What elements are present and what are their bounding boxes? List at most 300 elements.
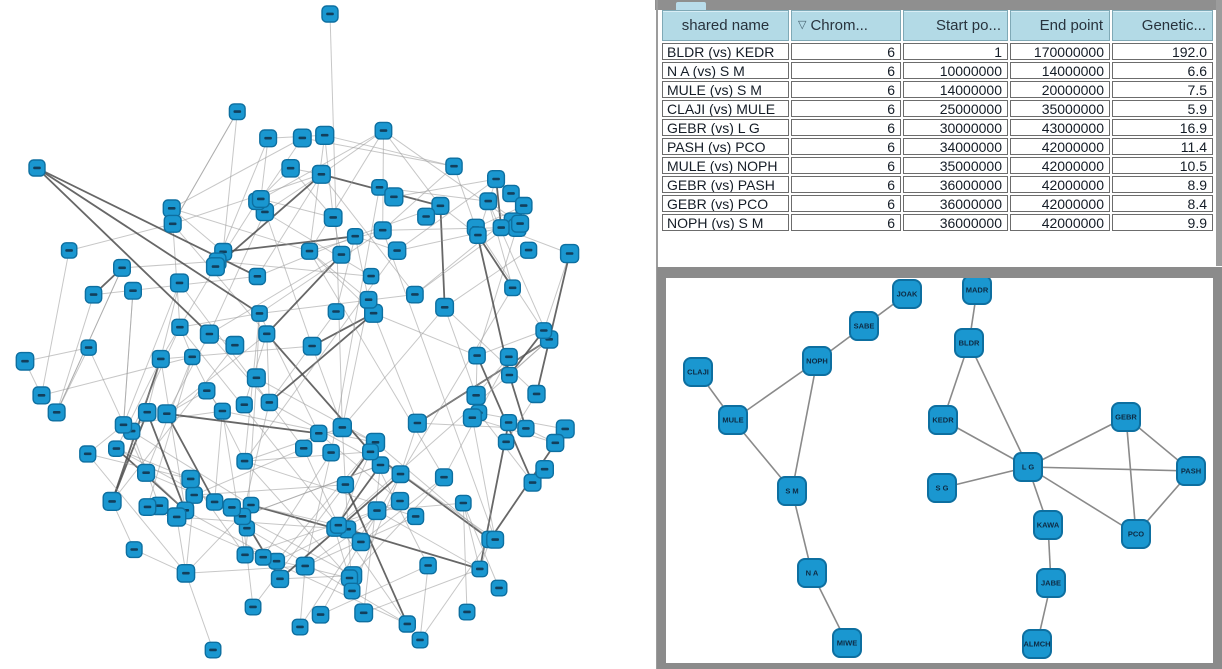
network-node[interactable] [316,126,334,144]
cell-value[interactable]: 10000000 [903,62,1008,79]
node-label-illegible [329,216,337,219]
node-label-illegible [365,298,373,301]
node-label-illegible [301,565,309,568]
network-node[interactable] [139,404,156,421]
network-node[interactable] [182,470,199,487]
cell-shared-name[interactable]: GEBR (vs) PCO [662,195,789,212]
table-row[interactable] [662,138,1213,155]
node-label-illegible [308,345,316,348]
network-node-PASH[interactable] [1177,457,1205,485]
network-node[interactable] [294,129,312,147]
network-edge [374,313,478,355]
network-node-SM[interactable] [778,477,806,505]
subnetwork-canvas[interactable] [666,278,1213,663]
network-node[interactable] [467,386,485,404]
network-node[interactable] [249,268,265,284]
network-node[interactable] [109,441,124,456]
cell-value[interactable]: 16.9 [1112,119,1213,136]
cell-value[interactable]: 6 [791,81,901,98]
network-edge [263,557,407,624]
network-node-BLDR[interactable] [955,329,983,357]
right-edge-strip [1216,0,1222,266]
cell-value[interactable]: 25000000 [903,100,1008,117]
network-node[interactable] [392,493,409,510]
network-node[interactable] [501,349,518,366]
node-label-illegible [263,333,271,336]
network-node[interactable] [360,292,376,308]
network-node[interactable] [303,337,321,355]
node-label-illegible [379,229,387,232]
node-label-illegible [338,253,346,256]
node-label: SABE [853,321,875,331]
network-node-MADR[interactable] [963,278,991,304]
node-label-illegible [561,428,569,431]
network-node[interactable] [561,245,579,263]
column-header-shared-name[interactable] [662,10,789,41]
network-node-ALMCH[interactable] [1023,630,1051,658]
network-node[interactable] [164,215,181,232]
node-label-illegible [84,453,92,456]
network-node[interactable] [207,258,225,276]
network-node[interactable] [311,425,327,441]
cell-shared-name[interactable]: CLAJI (vs) MULE [662,100,789,117]
node-label-illegible [502,441,510,444]
table-row[interactable] [662,62,1213,79]
network-node[interactable] [138,464,155,481]
node-label-illegible [404,623,412,626]
cell-shared-name[interactable]: MULE (vs) S M [662,81,789,98]
node-label-illegible [266,401,274,404]
network-node[interactable] [436,469,453,486]
network-node[interactable] [348,229,363,244]
node-label-illegible [491,538,499,541]
node-label-illegible [219,410,227,413]
network-edge-LG-PASH[interactable] [1028,467,1191,471]
network-node[interactable] [512,215,529,232]
network-node[interactable] [16,353,33,370]
cell-value[interactable]: 6 [791,138,901,155]
node-label: ALMCH [1023,639,1051,649]
network-node-KEDR[interactable] [929,406,957,434]
network-node[interactable] [518,421,534,437]
network-node[interactable] [493,220,509,236]
cell-value[interactable]: 6 [791,157,901,174]
cell-value[interactable]: 6 [791,195,901,212]
node-label-illegible [541,468,549,471]
cell-value[interactable]: 42000000 [1010,195,1110,212]
network-node[interactable] [229,104,245,120]
cell-value[interactable]: 8.4 [1112,195,1213,212]
network-node[interactable] [186,487,202,503]
network-node[interactable] [487,531,504,548]
network-node[interactable] [488,171,505,188]
node-label-illegible [473,354,481,357]
node-label-illegible [261,211,269,214]
node-label-illegible [241,403,249,406]
network-node[interactable] [237,454,252,469]
network-node[interactable] [207,494,223,510]
network-node[interactable] [172,319,188,335]
column-header-label: Start po... [935,17,1001,34]
node-label-illegible [540,329,548,332]
table-row[interactable] [662,43,1213,60]
node-label-illegible [460,502,468,505]
network-node[interactable] [420,558,436,574]
filter-funnel-icon[interactable]: ▽ [798,19,807,31]
node-label-illegible [296,626,304,629]
network-node[interactable] [125,283,142,300]
network-node-GEBR[interactable] [1112,403,1140,431]
node-label-illegible [372,441,380,444]
node-label-illegible [38,394,46,397]
network-node[interactable] [528,386,545,403]
network-edge-NOPH-SM[interactable] [792,361,817,491]
cell-value[interactable]: 34000000 [903,138,1008,155]
network-edge [25,348,89,362]
node-label-illegible [507,192,515,195]
network-node[interactable] [253,191,270,208]
node-label-illegible [317,613,325,616]
cell-value[interactable]: 9.9 [1112,214,1213,231]
cell-value[interactable]: 6 [791,214,901,231]
network-node[interactable] [139,499,156,516]
network-node[interactable] [337,477,353,493]
node-label-illegible [163,412,171,415]
node-label-illegible [65,249,73,252]
network-node[interactable] [464,409,482,427]
network-node[interactable] [375,122,392,138]
network-node[interactable] [114,260,131,277]
network-node[interactable] [296,440,312,456]
network-node[interactable] [501,415,517,431]
node-label-illegible [509,287,517,290]
network-node[interactable] [364,269,379,284]
network-node[interactable] [536,461,553,478]
cell-shared-name[interactable]: N A (vs) S M [662,62,789,79]
network-node[interactable] [418,208,435,225]
network-node[interactable] [215,403,231,419]
cell-value[interactable]: 8.9 [1112,176,1213,193]
network-node[interactable] [282,160,299,177]
network-node[interactable] [368,502,385,519]
network-node[interactable] [292,619,308,635]
network-node-SG[interactable] [928,474,956,502]
network-node[interactable] [322,6,338,22]
node-label-illegible [505,421,513,424]
node-label-illegible [370,312,378,315]
network-node[interactable] [516,198,532,214]
node-label-illegible [463,611,471,614]
cell-value[interactable]: 36000000 [903,195,1008,212]
network-node[interactable] [226,337,244,355]
cell-value[interactable]: 5.9 [1112,100,1213,117]
network-node[interactable] [81,340,96,355]
network-node[interactable] [407,286,423,302]
node-label-illegible [441,306,449,309]
network-node[interactable] [459,604,475,620]
cell-value[interactable]: 42000000 [1010,214,1110,231]
network-node[interactable] [85,287,101,303]
node-label: MADR [965,285,989,295]
network-node[interactable] [312,607,328,623]
network-node[interactable] [177,565,194,582]
network-node-MULE[interactable] [719,406,747,434]
network-node[interactable] [236,397,252,413]
window-chrome-strip [655,0,1222,10]
table-row[interactable] [662,100,1213,117]
node-label: GEBR [1115,412,1137,422]
network-node[interactable] [374,222,391,239]
node-label-illegible [497,226,505,229]
network-node[interactable] [205,642,221,658]
network-node-CLAJI[interactable] [684,358,712,386]
network-node[interactable] [237,547,253,563]
network-edge [544,254,570,331]
table-row[interactable] [662,81,1213,98]
cell-value[interactable]: 14000000 [1010,62,1110,79]
network-node[interactable] [168,508,186,526]
network-node[interactable] [33,387,50,404]
network-node[interactable] [199,383,215,399]
network-node[interactable] [48,404,65,421]
cell-shared-name[interactable]: MULE (vs) NOPH [662,157,789,174]
cell-value[interactable]: 42000000 [1010,157,1110,174]
table-row[interactable] [662,176,1213,193]
cell-value[interactable]: 6.6 [1112,62,1213,79]
node-label-illegible [173,516,181,519]
panel-tab[interactable] [676,2,706,10]
network-node-KAWA[interactable] [1034,511,1062,539]
network-node[interactable] [472,561,487,576]
network-edge [374,313,418,423]
network-node[interactable] [201,325,219,343]
cell-value[interactable]: 192.0 [1112,43,1213,60]
table-row[interactable] [662,157,1213,174]
table-body [662,43,1213,231]
network-node-MIWE[interactable] [833,629,861,657]
network-node[interactable] [446,158,462,174]
network-node[interactable] [502,367,517,382]
node-label-illegible [469,416,477,419]
network-node-JABE[interactable] [1037,569,1065,597]
network-node[interactable] [260,130,277,147]
node-label-illegible [143,411,151,414]
cell-value[interactable]: 35000000 [1010,100,1110,117]
network-node[interactable] [408,509,424,525]
node-label-illegible [529,481,537,484]
cell-value[interactable]: 6 [791,62,901,79]
network-node[interactable] [256,550,271,565]
node-label-illegible [257,198,265,201]
node-label-illegible [90,293,98,296]
node-label-illegible [376,186,384,189]
node-label-illegible [253,377,261,380]
network-node[interactable] [333,419,351,437]
node-label-illegible [299,137,307,140]
cell-shared-name[interactable]: GEBR (vs) L G [662,119,789,136]
node-label-illegible [412,515,420,518]
network-node[interactable] [392,466,409,483]
network-node[interactable] [344,583,360,599]
network-node-LG[interactable] [1014,453,1042,481]
cell-value[interactable]: 6 [791,176,901,193]
node-label-illegible [377,464,385,467]
cell-value[interactable]: 14000000 [903,81,1008,98]
node-label-illegible [264,137,272,140]
network-node[interactable] [248,369,266,387]
network-node-PCO[interactable] [1122,520,1150,548]
network-node[interactable] [152,351,169,368]
cell-value[interactable]: 36000000 [903,176,1008,193]
cell-shared-name[interactable]: BLDR (vs) KEDR [662,43,789,60]
table-row[interactable] [662,119,1213,136]
node-label: KAWA [1036,520,1060,530]
node-label-illegible [129,289,137,292]
network-node[interactable] [261,394,277,410]
network-node[interactable] [126,542,142,558]
network-node[interactable] [385,188,403,206]
network-node[interactable] [470,227,486,243]
network-node[interactable] [29,160,45,176]
network-node[interactable] [328,304,344,320]
network-edge-BLDR-LG[interactable] [969,343,1028,467]
network-node[interactable] [313,166,331,184]
cell-value[interactable]: 10.5 [1112,157,1213,174]
node-label-illegible [390,196,398,199]
network-node[interactable] [272,570,289,587]
column-header-label: shared name [681,17,770,34]
cell-value[interactable]: 42000000 [1010,176,1110,193]
node-label-illegible [108,500,116,503]
column-header-end-point[interactable] [1010,10,1110,41]
node-label-illegible [21,360,29,363]
network-node[interactable] [80,446,96,462]
node-label-illegible [241,460,249,463]
network-node[interactable] [324,209,342,227]
network-node[interactable] [389,242,406,259]
network-node-JOAK[interactable] [893,280,921,308]
table-row[interactable] [662,214,1213,231]
network-node[interactable] [115,417,131,433]
network-node-SABE[interactable] [850,312,878,340]
cell-shared-name[interactable]: NOPH (vs) S M [662,214,789,231]
network-node[interactable] [399,616,415,632]
network-node[interactable] [158,405,176,423]
cell-shared-name[interactable]: PASH (vs) PCO [662,138,789,155]
column-header-chrom---[interactable] [791,10,901,41]
cell-shared-name[interactable]: GEBR (vs) PASH [662,176,789,193]
network-node[interactable] [333,246,350,263]
network-node[interactable] [223,499,240,516]
network-node[interactable] [323,445,339,461]
node-label-illegible [472,394,480,397]
network-edge [57,348,89,413]
network-node[interactable] [163,200,180,217]
cell-value[interactable]: 35000000 [903,157,1008,174]
node-label-illegible [228,506,236,509]
cell-value[interactable]: 6 [791,100,901,117]
cell-value[interactable]: 30000000 [903,119,1008,136]
cell-value[interactable]: 43000000 [1010,119,1110,136]
column-header-start-po---[interactable] [903,10,1008,41]
node-label-illegible [414,422,422,425]
node-label-illegible [33,167,41,170]
network-node[interactable] [412,632,428,648]
network-edge-GEBR-PCO[interactable] [1126,417,1136,534]
network-node[interactable] [302,243,318,259]
node-label: MULE [722,415,744,425]
node-label-illegible [85,346,93,349]
node-label-illegible [120,424,128,427]
table-header-row [662,10,1213,41]
cell-value[interactable]: 6 [791,43,901,60]
network-node[interactable] [245,599,260,615]
network-node[interactable] [480,193,497,210]
network-node[interactable] [547,435,564,452]
network-node[interactable] [103,493,121,511]
network-node[interactable] [171,274,189,292]
node-label-illegible [241,554,249,557]
network-node[interactable] [521,242,537,258]
node-label-illegible [342,483,350,486]
network-node-NA[interactable] [798,559,826,587]
node-label-illegible [505,356,513,359]
network-node[interactable] [355,604,373,622]
network-node[interactable] [259,326,275,342]
network-node[interactable] [505,280,521,296]
cell-value[interactable]: 7.5 [1112,81,1213,98]
node-label-illegible [206,333,214,336]
network-edge [186,573,213,650]
node-label: MIWE [836,638,858,648]
cell-value[interactable]: 36000000 [903,214,1008,231]
node-label-illegible [118,267,126,270]
network-node[interactable] [491,580,507,596]
network-node[interactable] [456,495,471,510]
node-label-illegible [351,235,359,238]
column-header-genetic---[interactable] [1112,10,1213,41]
node-label-illegible [239,515,247,518]
network-node[interactable] [363,444,379,460]
cell-value[interactable]: 42000000 [1010,138,1110,155]
table-row[interactable] [662,195,1213,212]
cell-value[interactable]: 20000000 [1010,81,1110,98]
node-label: JOAK [896,289,918,299]
network-node[interactable] [185,349,200,364]
node-label-illegible [373,509,381,512]
network-node[interactable] [469,348,485,364]
cell-value[interactable]: 170000000 [1010,43,1110,60]
network-node[interactable] [499,434,514,449]
node-label-illegible [437,205,445,208]
network-node-NOPH[interactable] [803,347,831,375]
network-node[interactable] [352,534,369,551]
network-node[interactable] [62,243,77,258]
network-node[interactable] [536,323,552,339]
cell-value[interactable]: 11.4 [1112,138,1213,155]
node-label-illegible [506,374,514,377]
network-node[interactable] [252,306,267,321]
network-node[interactable] [330,517,346,533]
cell-value[interactable]: 1 [903,43,1008,60]
cell-value[interactable]: 6 [791,119,901,136]
node-label: L G [1021,462,1035,472]
network-node[interactable] [436,299,454,317]
node-label-illegible [484,200,492,203]
network-node[interactable] [296,557,314,575]
network-node[interactable] [409,414,427,432]
node-label-illegible [367,275,375,278]
